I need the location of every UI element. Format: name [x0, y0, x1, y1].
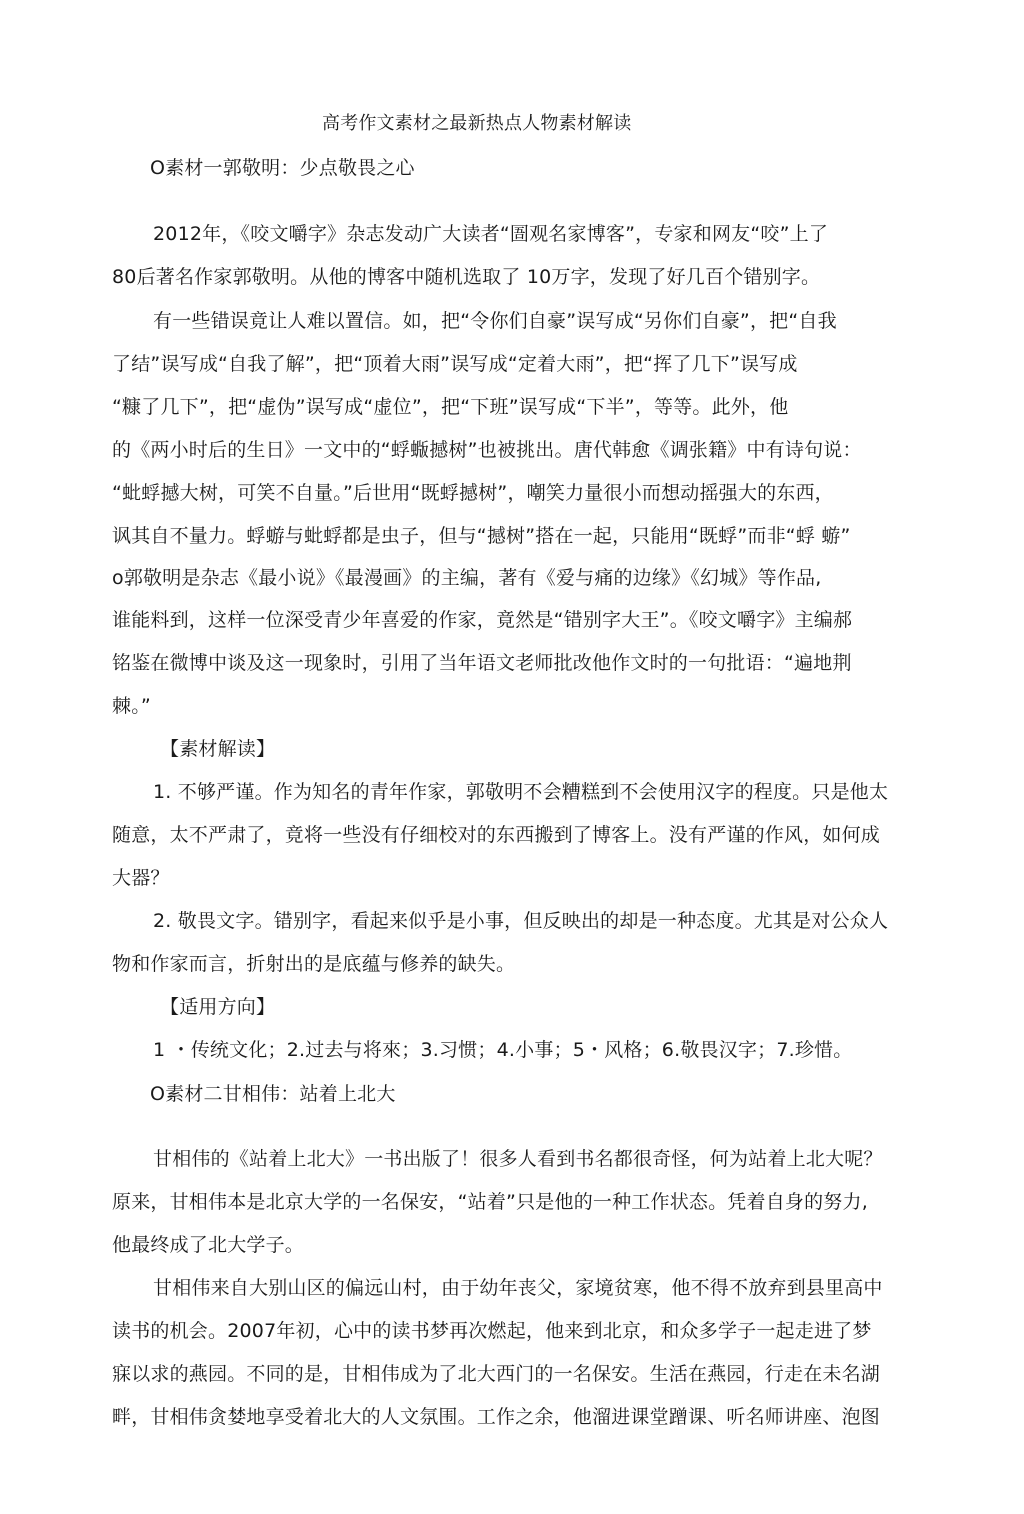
paragraph-line: 寐以求的燕园。不同的是，甘相伟成为了北大西门的一名保安。生活在燕园，行走在未名湖	[112, 1363, 881, 1385]
paragraph-line: 物和作家而言，折射出的是底蕴与修养的缺失。	[112, 953, 516, 975]
paragraph-line: 1. 不够严谨。作为知名的青年作家，郭敬明不会糟糕到不会使用汉字的程度。只是他太	[153, 781, 889, 803]
section-heading-material-2: O素材二甘相伟：站着上北大	[150, 1083, 396, 1105]
section-label-applicable-directions: 【适用方向】	[160, 996, 276, 1018]
paragraph-line: 2012年，《咬文嚼字》杂志发动广大读者“圄观名家博客”，专家和网友“咬”上了	[153, 223, 829, 245]
paragraph-line: 有一些错误竟让人难以置信。如，把“令你们自豪”误写成“另你们自豪”，把“自我	[153, 310, 837, 332]
paragraph-line: 1 ・传统文化；2.过去与将來；3.习惯；4.小事；5・风格；6.敬畏汉字；7.珍惜。	[153, 1039, 853, 1061]
paragraph-line: 读书的机会。2007年初，心中的读书梦再次燃起，他来到北京，和众多学子一起走进了梦	[112, 1320, 872, 1342]
paragraph-line: 畔，甘相伟贪婪地享受着北大的人文氛围。工作之余，他溜进课堂蹭课、听名师讲座、泡图	[112, 1406, 881, 1428]
paragraph-line: 原来，甘相伟本是北京大学的一名保安，“站着”只是他的一种工作状态。凭着自身的努力,	[112, 1191, 868, 1213]
paragraph-line: 他最终成了北大学子。	[112, 1234, 305, 1256]
paragraph-line: 讽其自不量力。蜉蝣与蚍蜉都是虫子，但与“撼树”搭在一起，只能用“既蜉”而非“蜉 蝣”	[112, 525, 851, 547]
paragraph-line: 了结”误写成“自我了解”，把“顶着大雨”误写成“定着大雨”，把“挥了几下”误写成	[112, 353, 798, 375]
paragraph-line: 大器？	[112, 867, 170, 889]
document-title: 高考作文素材之最新热点人物素材解读	[322, 113, 632, 134]
paragraph-line: o郭敬明是杂志《最小说》《最漫画》的主编，著有《爱与痛的边缘》《幻城》等作品,	[112, 567, 822, 589]
paragraph-line: 80后著名作家郭敬明。从他的博客中随机选取了 10万字，发现了好几百个错别字。	[112, 266, 821, 288]
paragraph-line: 2. 敬畏文字。错别字，看起来似乎是小事，但反映出的却是一种态度。尤其是对公众人	[153, 910, 889, 932]
paragraph-line: 的《两小时后的生日》一文中的“蜉蝂撼树”也被挑出。唐代韩愈《调张籍》中有诗句说：	[112, 439, 862, 461]
paragraph-line: 随意，太不严肃了，竟将一些没有仔细校对的东西搬到了博客上。没有严谨的作风，如何成	[112, 824, 881, 846]
paragraph-line: “蚍蜉撼大树，可笑不自量。”后世用“既蜉撼树”，嘲笑力量很小而想动摇强大的东西，	[112, 482, 834, 504]
paragraph-line: “糠了几下”，把“虚伪”误写成“虚位”，把“下班”误写成“下半”，等等。此外，他	[112, 396, 789, 418]
paragraph-line: 谁能料到，这样一位深受青少年喜爱的作家，竟然是“错别字大王”。《咬文嚼字》主编郝	[112, 609, 853, 631]
paragraph-line: 甘相伟的《站着上北大》一书出版了！很多人看到书名都很奇怪，何为站着上北大呢？	[153, 1148, 883, 1170]
section-heading-material-1: O素材一郭敬明：少点敬畏之心	[150, 157, 415, 179]
section-label-interpretation: 【素材解读】	[160, 738, 276, 760]
paragraph-line: 甘相伟来自大别山区的偏远山村，由于幼年丧父，家境贫寒，他不得不放弃到县里高中	[153, 1277, 883, 1299]
paragraph-line: 棘。”	[112, 695, 151, 717]
paragraph-line: 铭鉴在微博中谈及这一现象时，引用了当年语文老师批改他作文时的一句批语：“遍地荆	[112, 652, 852, 674]
